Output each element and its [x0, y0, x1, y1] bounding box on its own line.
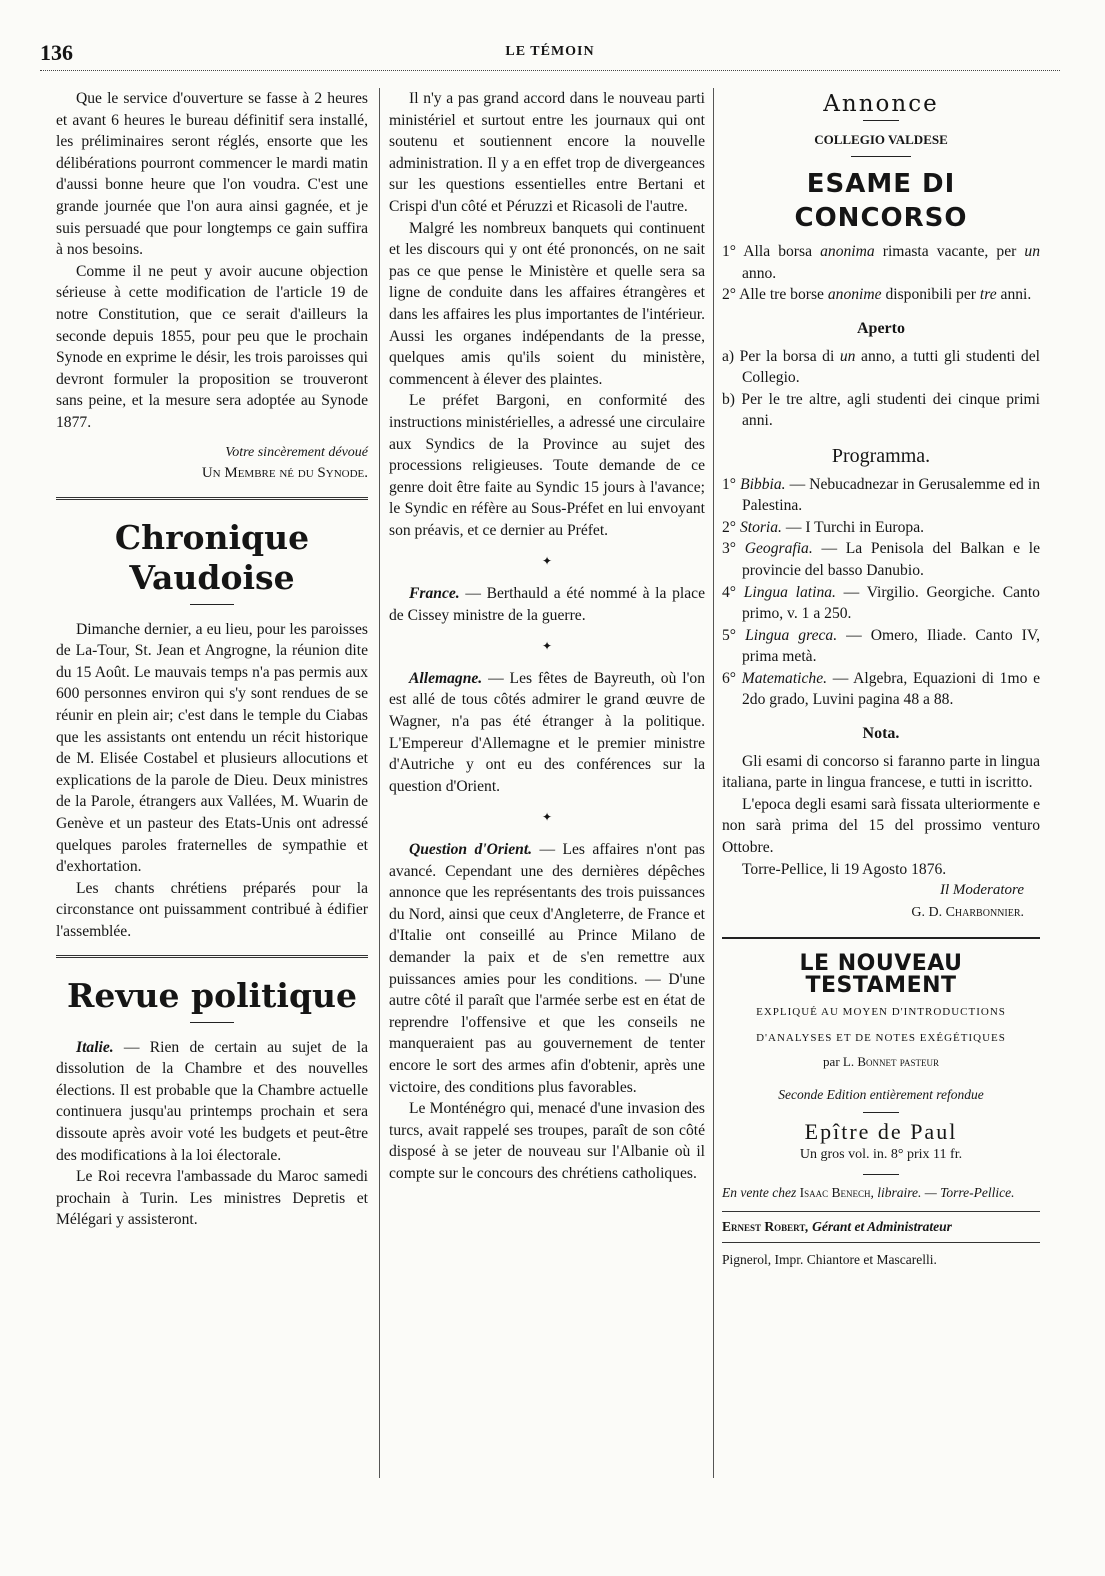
section-divider [56, 497, 368, 500]
nota-heading: Nota. [862, 725, 900, 743]
nota-date: Torre-Pellice, li 19 Agosto 1876. [742, 860, 947, 878]
programma-item-5: 5° Lingua greca. — Omero, Iliade. Canto IV, prima metà. [722, 626, 1040, 666]
chronique-paragraph-1: Dimanche dernier, a eu lieu, pour les paroisses de La-Tour, St. Jean et Angrogne, la réunion dite du 15 Août. Le mauvais temps n'a pas permis aux 600 personnes environ qui s'y sont rendues de se réunir en plein air; c'est dans le temple du Ciabas que les assistants ont entendu un récit historique de M. Elisée Costabel et plusieurs allocutions et explications de la parole de Dieu. Deux ministres de la Parole, étrangers aux Vallées, M. Wuarin de Genève et un pasteur des Etats-Unis ont adressé quelques paroles fraternelles de sympathie et d'exhortation. [56, 620, 368, 876]
politique-paragraph-3: Le préfet Bargoni, en conformité des instructions ministérielles, a adressé une circulaire aux Syndics de la Province au sujet des processions religieuses. Toute demande de ce genre doit être faite au Syndic 15 jours à l'avance; le Syndic en réfère au Sous-Préfet en lui envoyant son préavis, et ce dernier au Préfet. [389, 392, 705, 539]
column-1 [56, 88, 368, 1231]
chronique-paragraph-2: Les chants chrétiens préparés pour la circonstance ont puissamment contribué à édifier l'assemblée. [56, 879, 368, 940]
section-divider [56, 955, 368, 958]
nota-paragraph-1: Gli esami di concorso si faranno parte in lingua italiana, parte in lingua francese, e tutti in iscritto. [722, 752, 1040, 792]
nt-subtitle-2: D'ANALYSES ET DE NOTES EXÉGÉTIQUES [756, 1031, 1006, 1044]
chronique-heading: Chronique Vaudoise [114, 517, 310, 597]
nt-edition: Seconde Edition entièrement refondue [778, 1087, 984, 1103]
heading-dash [863, 1112, 899, 1113]
allemagne-lead: Allemagne. [409, 669, 483, 687]
epitre-heading: Epître de Paul [804, 1118, 958, 1144]
esame-heading: ESAME DI CONCORSO [794, 169, 968, 234]
programma-item-2: 2° Storia. — I Turchi in Europa. [722, 518, 925, 536]
newspaper-title: LE TÉMOIN [505, 44, 595, 59]
section-divider [722, 937, 1040, 939]
heading-dash [190, 604, 234, 605]
heading-dash [190, 1022, 234, 1023]
moderatore-title: Il Moderatore [939, 882, 1024, 899]
column-rule-2 [713, 88, 714, 1478]
roi-paragraph: Le Roi recevra l'ambassade du Maroc samedi prochain à Turin. Les ministres Depretis et Mélégari y assisteront. [56, 1168, 368, 1229]
nt-subtitle-1: EXPLIQUÉ AU MOYEN D'INTRODUCTIONS [756, 1005, 1006, 1018]
letter-signature: Un Membre né du Synode. [201, 465, 368, 482]
montenegro-paragraph: Le Monténégro qui, menacé d'une invasion des turcs, avait rappelé ses troupes, paraît de son côté disposé à se jeter de nouveau sur l'Albanie où il compte sur le concours des chrétiens catholiques. [389, 1100, 705, 1182]
programma-item-4: 4° Lingua latina. — Virgilio. Georgiche. Canto primo, v. 1 a 250. [722, 583, 1040, 623]
separator-star: ✦ [541, 639, 553, 654]
imprimerie-line: Pignerol, Impr. Chiantore et Mascarelli. [722, 1251, 937, 1267]
concorso-item-2: 2° Alle tre borse anonime disponibili per tre anni. [722, 286, 1032, 304]
aperto-item-b: b) Per le tre altre, agli studenti dei cinque primi anni. [722, 390, 1040, 430]
france-lead: France. [409, 585, 460, 603]
volume-price: Un gros vol. in. 8° prix 11 fr. [799, 1147, 963, 1163]
letter-closing: Votre sincèrement dévoué [225, 444, 368, 460]
programma-heading: Programma. [831, 444, 931, 467]
france-paragraph: France. — Berthauld a été nommé à la place de Cissey ministre de la guerre. [389, 585, 705, 624]
column-3 [722, 88, 1040, 1270]
nouveau-testament-heading: LE NOUVEAU TESTAMENT [799, 951, 963, 998]
programma-item-1: 1° Bibbia. — Nebucadnezar in Gerusalemme ed in Palestina. [722, 475, 1040, 515]
separator-star: ✦ [541, 810, 553, 825]
allemagne-paragraph: Allemagne. — Les fêtes de Bayreuth, où l'on est allé de tous côtés admirer le grand œuvre de Wagner, n'a pas été étranger à la politique. L'Empereur d'Allemagne et le premier ministre d'Autriche y ont eu des conférences sur la question d'Orient. [389, 669, 705, 795]
heading-dash [863, 120, 899, 121]
header-rule [40, 70, 1060, 71]
orient-paragraph: Question d'Orient. — Les affaires n'ont pas avancé. Cependant une des dernières dépêches annonce que les représentants des trois puissances du Nord, ainsi que ceux d'Angleterre, de France et d'Italie ont conseillé au Prince Milano de demander la paix et de s'en remettre aux puissances amies pour les conditions. — D'une autre côté il paraît que l'armée serbe est en état de reprendre l'offensive et que les conseils ne manqueraient pas au gouvernement de tenter encore le sort des armes afin d'obtenir, après une victoire, des conditions plus favorables. [389, 841, 705, 1096]
programma-item-3: 3° Geografia. — La Penisola del Balkan e le provincie del basso Danubio. [722, 540, 1040, 579]
collegio-heading: COLLEGIO VALDESE [814, 131, 948, 147]
politique-paragraph-1: Il n'y a pas grand accord dans le nouveau parti ministériel et surtout entre les journaux qui ont soutenu et soutiennent encore la nouvelle administration. Il y a en effet trop de divergeances sur les questions essentielles entre Bertani et Crispi d'un côté et Péruzzi et Ricasoli de l'autre. [389, 90, 705, 215]
column-2 [389, 88, 705, 1185]
nota-paragraph-2: L'epoca degli esami sarà fissata ulteriormente e non sarà prima del 15 del prossimo venturo Ottobre. [722, 795, 1040, 857]
heading-dash [851, 156, 911, 157]
concorso-item-1: 1° Alla borsa anonima rimasta vacante, per un anno. [722, 243, 1040, 282]
nt-author-line: par L. Bonnet pasteur [823, 1053, 939, 1069]
orient-lead: Question d'Orient. [409, 841, 533, 858]
programma-item-6: 6° Matematiche. — Algebra, Equazioni di 1mo e 2do grado, Luvini pagina 48 a 88. [722, 669, 1040, 709]
italie-lead: Italie. [76, 1038, 114, 1056]
italie-paragraph: Italie. — Rien de certain au sujet de la dissolution de la Chambre et des nouvelles élections. Il est probable que la Chambre actuelle continuera jusqu'au printemps prochain et sera dissoute après avoir voté les budgets et peut-être des modifications à la loi électorale. [56, 1038, 368, 1164]
revue-heading: Revue politique [66, 975, 358, 1015]
annonce-heading: Annonce [823, 91, 939, 117]
page-number: 136 [40, 40, 73, 65]
vente-line: En vente chez Isaac Benech, libraire. — Torre-Pellice. [722, 1184, 1015, 1200]
letter-paragraph-2: Comme il ne peut y avoir aucune objection sérieuse à cette modification de l'article 19 de notre Constitution, que ce serait d'ailleurs la seconde depuis 1855, pour peu que le prochain Synode en exprime le désir, les trois paroisses qui devront formuler la proposition se trouveront sans peine, et la mesure sera adoptée au Synode 1877. [56, 262, 368, 431]
aperto-item-a: a) Per la borsa di un anno, a tutti gli studenti del Collegio. [722, 347, 1040, 387]
page-header [40, 40, 1060, 68]
politique-paragraph-2: Malgré les nombreux banquets qui continuent et les discours qui y ont été prononcés, on ne sait pas ce que pense le Ministère et quelle sera sa ligne de conduite dans les affaires étrangères et dans les affaires les plus importantes de l'intérieur. Aussi les organes indépendants de la presse, quelques amis qu'ils soient du ministère, commencent à élever des plaintes. [389, 219, 705, 388]
moderatore-name: G. D. Charbonnier. [911, 904, 1024, 920]
aperto-heading: Aperto [857, 319, 905, 337]
letter-paragraph-1: Que le service d'ouverture se fasse à 2 heures et avant 6 heures le bureau définitif sera installé, les préliminaires seront réglés, ensorte que les délibérations pourront commencer le mardi matin d'aussi bonne heure que l'on voudra. C'est une grande journée que l'on aura ainsi gagnée, et je suis persuadé que pour longtemps ce gain suffira à nos besoins. [56, 90, 368, 259]
separator-star: ✦ [541, 554, 553, 569]
gerant-line: Ernest Robert, Gérant et Administrateur [722, 1211, 1040, 1243]
heading-dash [863, 1174, 899, 1175]
column-rule-1 [379, 88, 380, 1478]
